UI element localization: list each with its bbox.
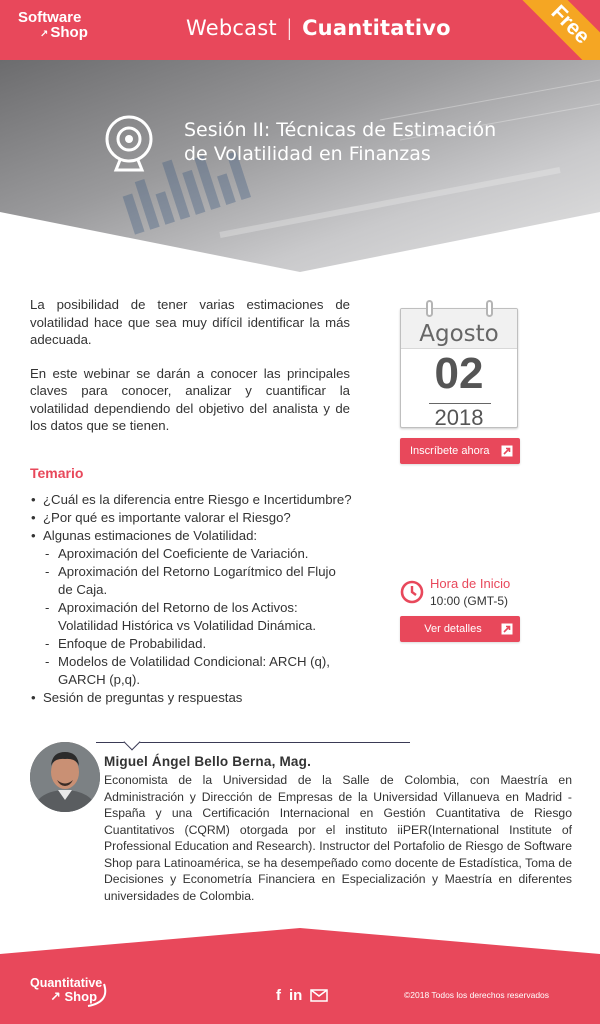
details-button[interactable] (400, 616, 520, 642)
start-time-label: Hora de Inicio (430, 576, 511, 591)
session-title-line1: Sesión II: Técnicas de Estimación (184, 119, 497, 141)
temario-subitem: - Aproximación del Retorno de los Activos: Volatilidad Histórica vs Volatilidad Dinámica. (30, 599, 352, 635)
footer-logo-line2: Shop (64, 989, 98, 1004)
temario-subitem: - Aproximación del Retorno Logarítmico del Flujo de Caja. (30, 563, 352, 599)
free-ribbon: Free (516, 0, 600, 60)
footer (0, 928, 600, 1024)
speaker-photo (30, 742, 100, 812)
hero-angle-mask (0, 212, 600, 272)
speaker-avatar (30, 742, 100, 812)
temario-subitem: - Aproximación del Coeficiente de Variación. (30, 545, 352, 563)
speaker-name: Miguel Ángel Bello Berna, Mag. (104, 754, 312, 769)
calendar-day: 02 (434, 349, 484, 398)
temario-subitem: - Modelos de Volatilidad Condicional: ARCH (q), GARCH (p,q). (30, 653, 352, 689)
webcam-icon (96, 108, 162, 174)
header-title (186, 16, 451, 40)
calendar-ring-right (486, 300, 493, 317)
session-title (184, 118, 496, 166)
register-button-label: Inscríbete ahora (410, 445, 490, 457)
logo-swoosh-icon (84, 980, 114, 1010)
temario-heading: Temario (30, 465, 84, 481)
facebook-icon[interactable]: f (276, 986, 281, 1004)
speaker-bio: Economista de la Universidad de la Salle de Colombia, con Maestría en Administración y Dirección de Empresas de la Universidad Villanueva en Madrid - España y una Certificación Internacional en Gestión Cuantitativa de Riesgo Cuantitativos (CQRM) otorgada por el instituto iiPER(International Institute of Professional Education and Research). Instructor del Portafolio de Riesgo de Software Shop para Latinoamérica, se ha desempeñado como docente de Estadística, Toma de Decisiones y Econometría Financiera en Especialización y Maestría en diferentes universidades de Colombia. (104, 773, 572, 903)
date-calendar (400, 300, 518, 428)
external-link-icon (501, 623, 513, 635)
temario-item: • ¿Cuál es la diferencia entre Riesgo e Incertidumbre? (30, 491, 352, 509)
temario-item: • Algunas estimaciones de Volatilidad: (30, 527, 352, 545)
speaker-divider-notch (124, 734, 141, 751)
header-bar (0, 0, 600, 60)
linkedin-icon[interactable]: in (289, 986, 303, 1004)
footer-angle-mask (0, 928, 600, 954)
intro-paragraph-2: En este webinar se darán a conocer las principales claves para conocer, analizar y cuantificar la volatilidad dependiendo del objetivo del analista y de los datos que se tienen. (30, 365, 350, 433)
temario-subitem: - Enfoque de Probabilidad. (30, 635, 352, 653)
social-links (276, 986, 328, 1004)
intro-paragraph-1: La posibilidad de tener varias estimaciones de volatilidad hace que sea muy difícil identificar la más adecuada. (30, 297, 350, 347)
calendar-year: 2018 (434, 405, 484, 428)
logo-line1: Software (18, 9, 82, 26)
intro-text (30, 296, 350, 451)
copyright-text: ©2018 Todos los derechos reservados (404, 990, 550, 1000)
arrow-icon: ↗ (50, 989, 65, 1004)
session-title-line2: de Volatilidad en Finanzas (184, 143, 431, 165)
calendar-card (400, 308, 518, 428)
software-shop-logo[interactable] (18, 10, 88, 42)
external-link-icon (501, 445, 513, 457)
logo-arrow-icon: ↗ (40, 29, 49, 40)
details-button-label: Ver detalles (424, 623, 482, 635)
clock-icon (400, 580, 424, 604)
header-separator: | (285, 16, 294, 40)
logo-line2: Shop (50, 24, 88, 41)
hero-banner (0, 60, 600, 272)
webcast-label: Webcast (186, 16, 277, 40)
calendar-divider (429, 403, 491, 404)
start-time-value: 10:00 (GMT-5) (430, 594, 509, 608)
calendar-month: Agosto (419, 321, 499, 347)
footer-logo-line1: Quantitative (30, 976, 103, 990)
calendar-ring-left (426, 300, 433, 317)
temario-list (30, 491, 352, 707)
temario-item: • Sesión de preguntas y respuestas (30, 689, 352, 707)
temario-item: • ¿Por qué es importante valorar el Riesgo? (30, 509, 352, 527)
speaker-divider (96, 742, 410, 743)
category-label: Cuantitativo (302, 16, 451, 40)
quantitative-shop-logo[interactable] (30, 976, 102, 1004)
mail-icon[interactable] (310, 989, 328, 1002)
register-button[interactable] (400, 438, 520, 464)
